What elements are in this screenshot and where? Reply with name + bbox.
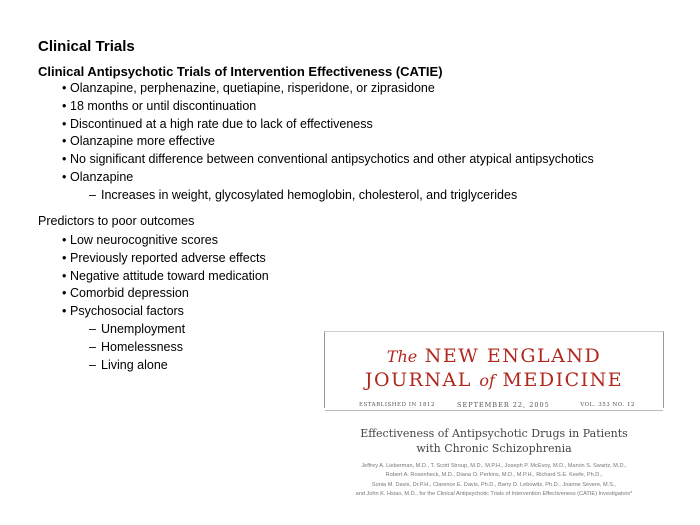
masthead-footer [325, 398, 663, 410]
list-item: • Negative attitude toward medication [62, 268, 269, 286]
masthead-new-england: NEW ENGLAND [424, 345, 602, 367]
list-item: • Previously reported adverse effects [62, 250, 269, 268]
list-item: • Low neurocognitive scores [62, 232, 269, 250]
masthead-line-1 [325, 345, 663, 367]
volume-number: VOL. 353 NO. 12 [580, 402, 635, 408]
list-item: • Discontinued at a high rate due to lack of effectiveness [62, 116, 594, 134]
list-item: • Olanzapine, perphenazine, quetiapine, risperidone, or ziprasidone [62, 80, 594, 98]
nejm-masthead [324, 331, 664, 408]
predictors-list [62, 232, 269, 374]
masthead-of: of [479, 371, 495, 390]
masthead-line-2 [325, 369, 663, 391]
sub-list-item: – Homelessness [62, 339, 269, 357]
masthead-medicine: MEDICINE [502, 369, 624, 391]
sub-list-item: – Unemployment [62, 321, 269, 339]
list-item: • Olanzapine more effective [62, 133, 594, 151]
authors-line: Robert A. Rosenheck, M.D., Diana O. Perkins, M.D., M.P.H., Richard S.E. Keefe, Ph.D., [385, 472, 603, 479]
authors-line: Sonia M. Davis, Dr.P.H., Clarence E. Davis, Ph.D., Barry D. Lebowitz, Ph.D., Joanne Severe, M.S., [371, 481, 617, 488]
masthead-the: The [386, 347, 418, 366]
article-title-line: Effectiveness of Antipsychotic Drugs in Patients [360, 427, 628, 440]
masthead-journal: JOURNAL [364, 369, 472, 391]
slide-title: Clinical Trials [38, 38, 135, 55]
list-item: • Comorbid depression [62, 285, 269, 303]
sub-list-item: – Living alone [62, 357, 269, 375]
masthead-rule [325, 410, 663, 411]
authors-line: and John K. Hsiao, M.D., for the Clinical Antipsychotic Trials of Intervention Effectiveness (CATIE) Investigators* [355, 491, 633, 498]
catie-list [62, 80, 594, 205]
list-item: • Psychosocial factors [62, 303, 269, 321]
article-title [316, 426, 672, 456]
predictors-heading: Predictors to poor outcomes [38, 214, 195, 228]
article-title-line: with Chronic Schizophrenia [416, 442, 572, 455]
catie-heading: Clinical Antipsychotic Trials of Intervention Effectiveness (CATIE) [38, 64, 443, 79]
list-item: • Olanzapine [62, 169, 594, 187]
list-item: • 18 months or until discontinuation [62, 98, 594, 116]
list-item: • No significant difference between conventional antipsychotics and other atypical antipsychotics [62, 151, 594, 169]
sub-list-item: – Increases in weight, glycosylated hemoglobin, cholesterol, and triglycerides [62, 187, 594, 205]
authors-line: Jeffrey A. Lieberman, M.D., T. Scott Stroup, M.D., M.P.H., Joseph P. McEvoy, M.D., Marvin S. Swartz, M.D., [361, 463, 627, 469]
article-authors [316, 462, 672, 500]
established-text: ESTABLISHED IN 1812 [359, 402, 435, 408]
nejm-article-image [316, 327, 672, 505]
issue-date: SEPTEMBER 22, 2005 [457, 401, 550, 409]
